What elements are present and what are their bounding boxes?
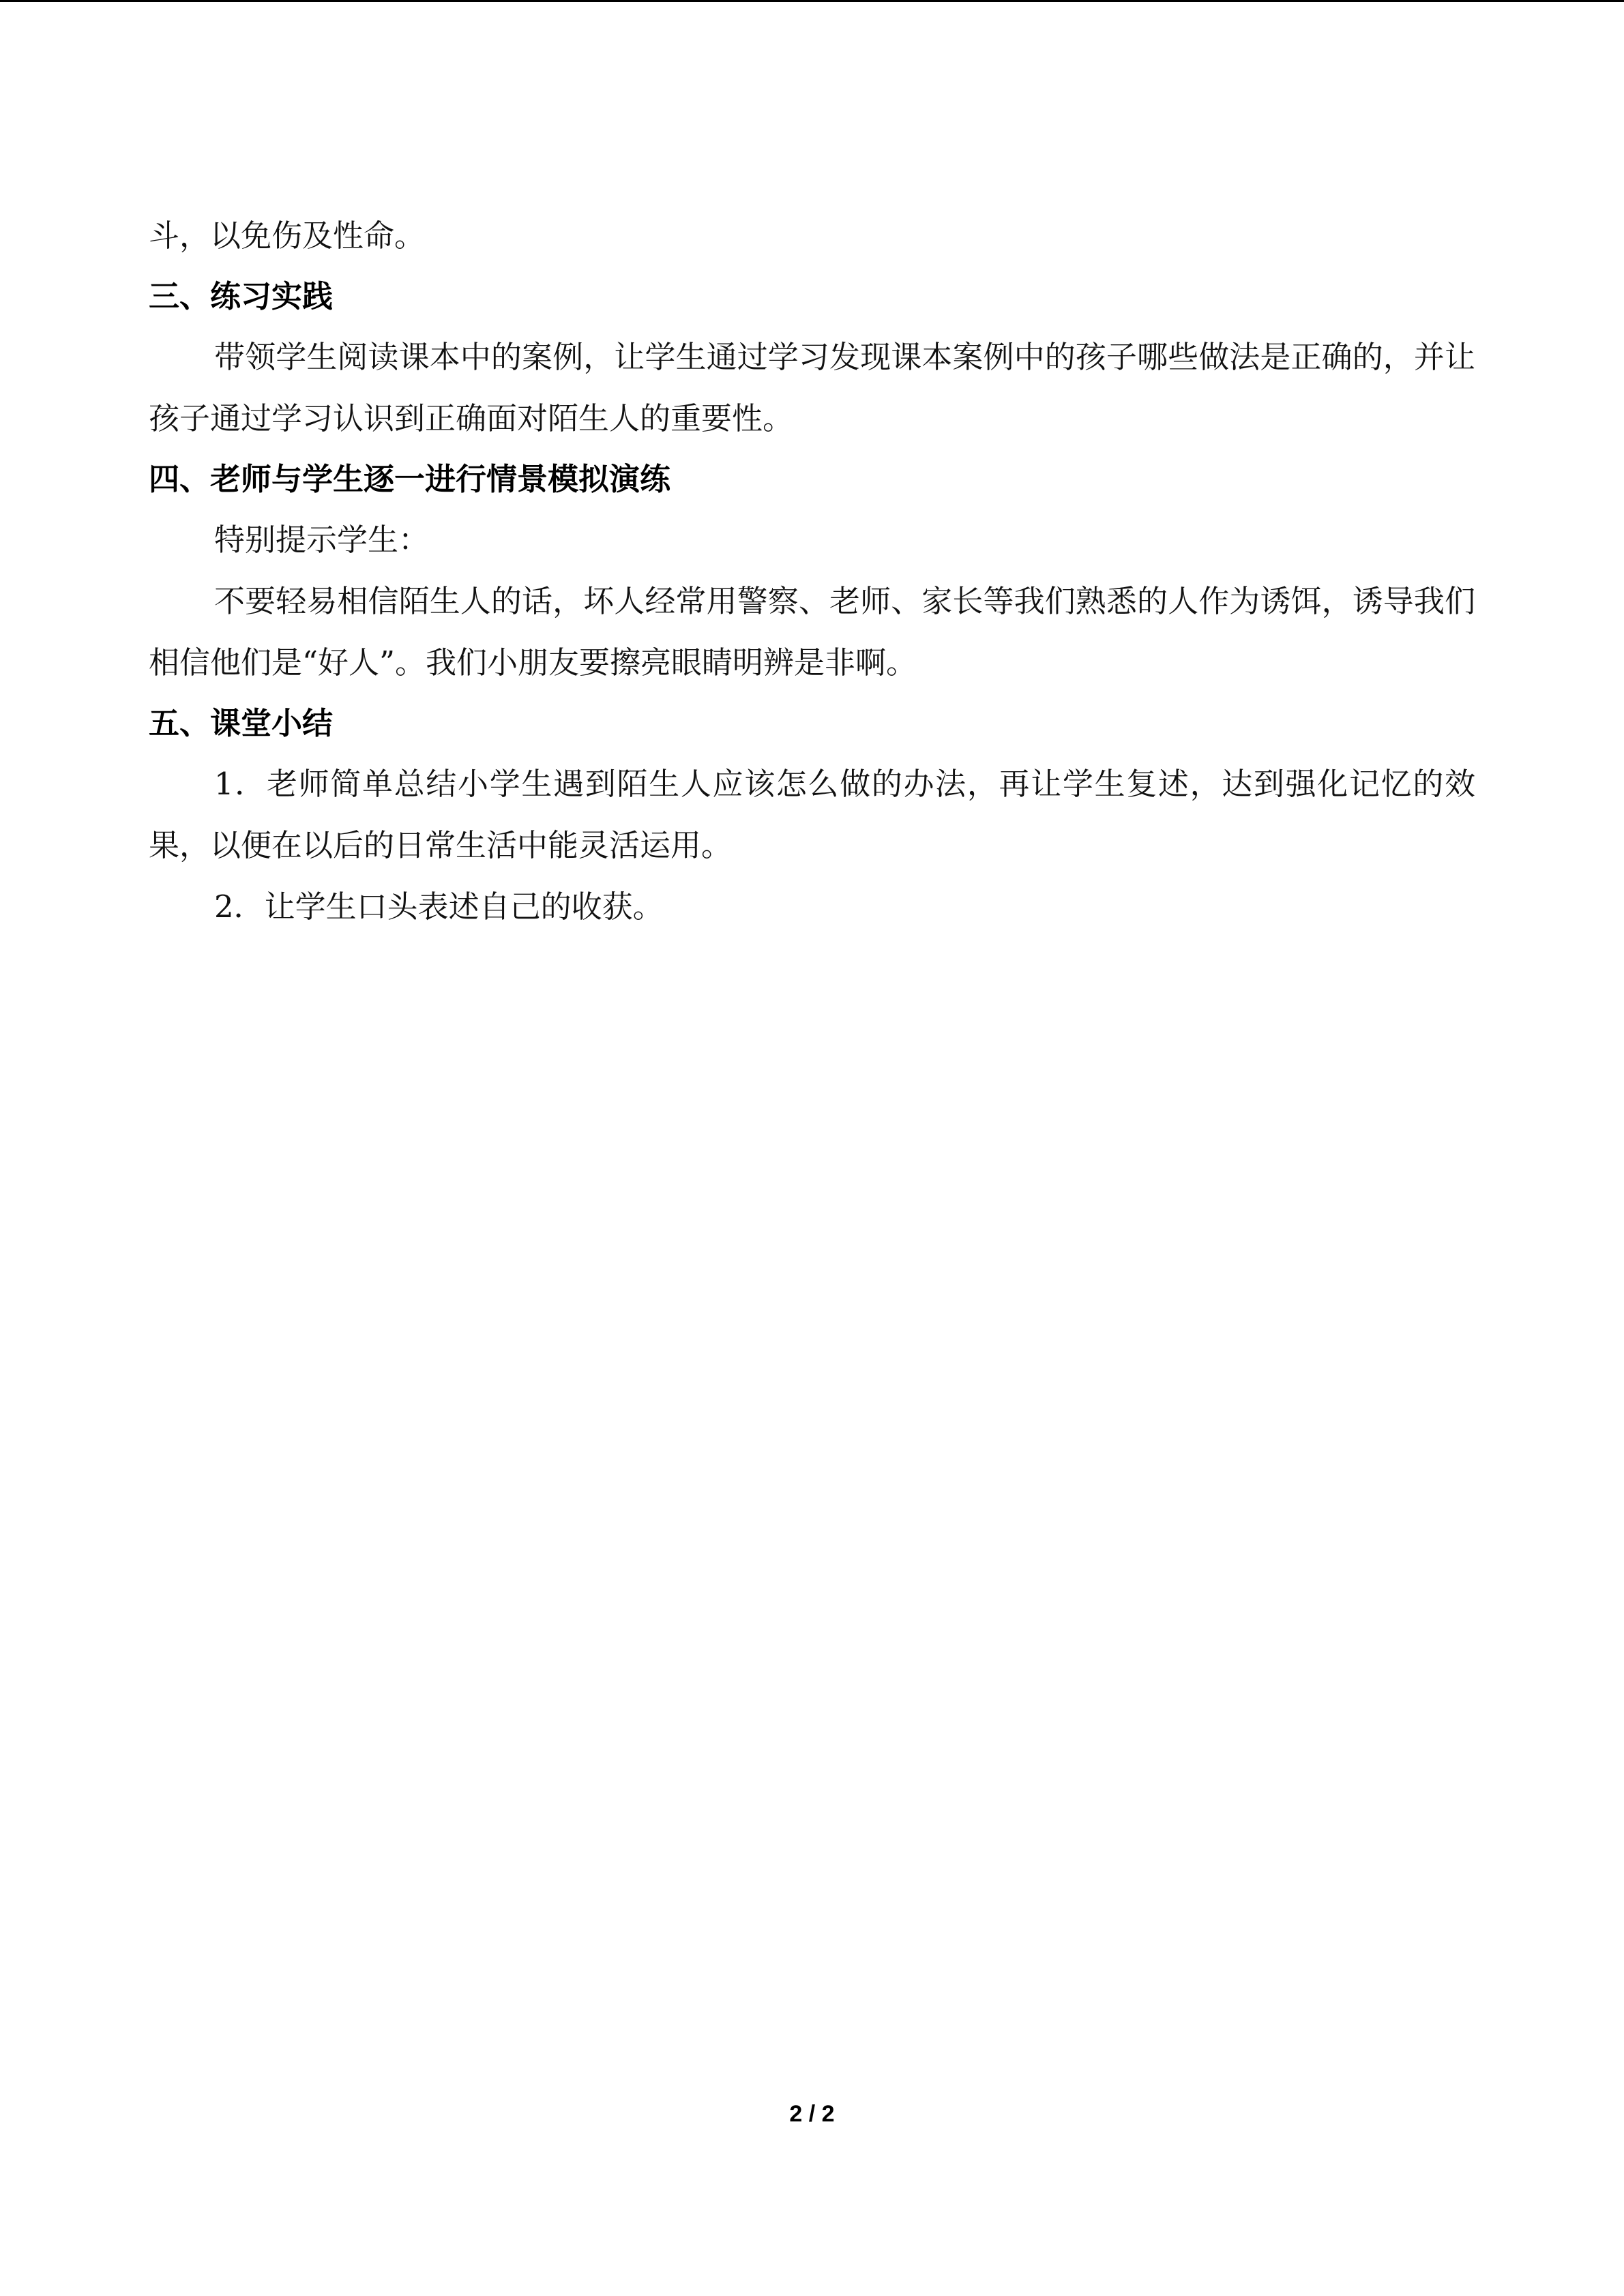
section-heading-summary: 五、课堂小结: [149, 705, 334, 741]
section-heading-simulation: 四、老师与学生逐一进行情景模拟演练: [149, 461, 671, 497]
summary-item-2: 2．让学生口头表述自己的收获。: [214, 889, 664, 925]
simulation-paragraph: 不要轻易相信陌生人的话，坏人经常用警察、老师、家长等我们熟悉的人作为诱饵，诱导我们相信他们是“好人”。我们小朋友要擦亮眼睛明辨是非啊。: [149, 583, 1475, 681]
special-tip-label: 特别提示学生：: [214, 522, 430, 558]
summary-item-1: 1．老师简单总结小学生遇到陌生人应该怎么做的办法，再让学生复述，达到强化记忆的效果，以便在以后的日常生活中能灵活运用。: [149, 766, 1475, 863]
page-number: 2 / 2: [789, 2101, 835, 2127]
continuation-text: 斗，以免伤及性命。: [149, 218, 426, 254]
section-heading-practice: 三、练习实践: [149, 278, 334, 314]
document-body: [149, 205, 1475, 938]
practice-paragraph: 带领学生阅读课本中的案例，让学生通过学习发现课本案例中的孩子哪些做法是正确的，并让孩子通过学习认识到正确面对陌生人的重要性。: [149, 339, 1475, 436]
